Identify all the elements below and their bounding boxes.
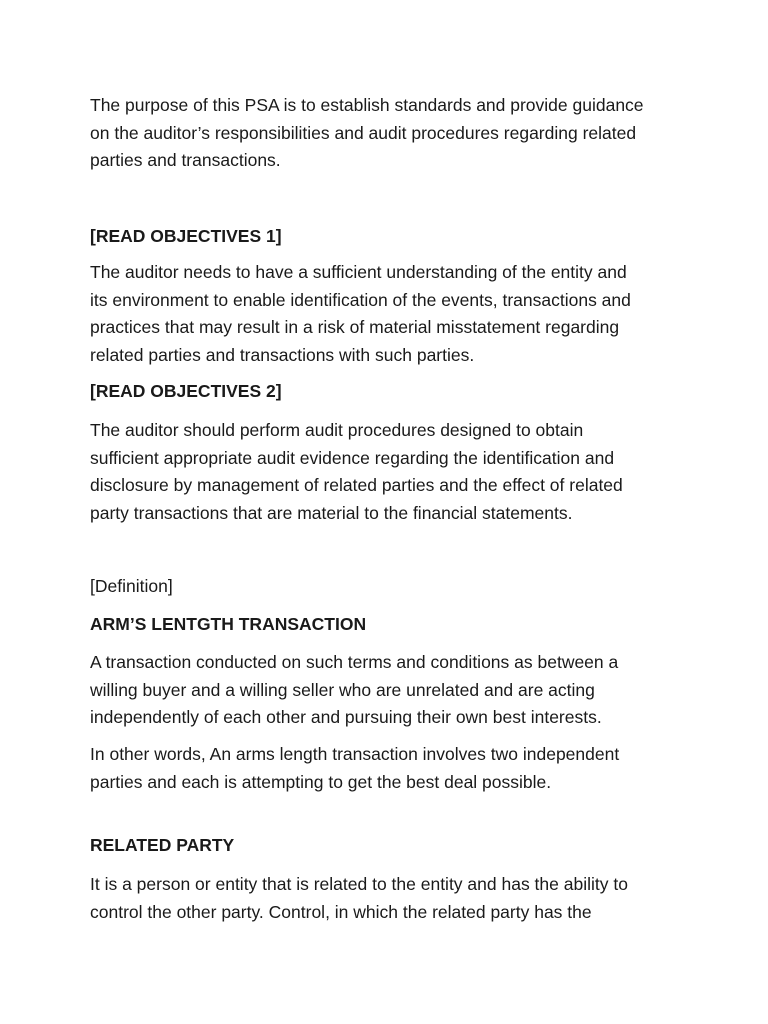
related-party-term: RELATED PARTY [90, 835, 235, 855]
objectives-2-heading: [READ OBJECTIVES 2] [90, 381, 282, 401]
objectives-1-paragraph: The auditor needs to have a sufficient understanding of the entity and its environment to enable identification of the events, transactions and practices that may result in a risk of material misstatement regarding related parties and transactions with such parties. [90, 262, 631, 365]
arms-length-term: ARM’S LENTGTH TRANSACTION [90, 614, 367, 634]
objectives-2-paragraph: The auditor should perform audit procedures designed to obtain sufficient appropriate audit evidence regarding the identification and disclosure by management of related parties and the effect of related party transactions that are material to the financial statements. [90, 420, 623, 523]
related-party-definition: It is a person or entity that is related to the entity and has the ability to control the other party. Control, in which the related party has the [90, 874, 628, 922]
definition-label: [Definition] [90, 576, 173, 596]
objectives-1-heading: [READ OBJECTIVES 1] [90, 226, 282, 246]
intro-paragraph: The purpose of this PSA is to establish standards and provide guidance on the auditor’s responsibilities and audit procedures regarding related parties and transactions. [90, 95, 644, 170]
arms-length-other-words: In other words, An arms length transaction involves two independent parties and each is attempting to get the best deal possible. [90, 744, 620, 792]
arms-length-definition: A transaction conducted on such terms and conditions as between a willing buyer and a willing seller who are unrelated and are acting independently of each other and pursuing their own best interests. [90, 652, 619, 727]
